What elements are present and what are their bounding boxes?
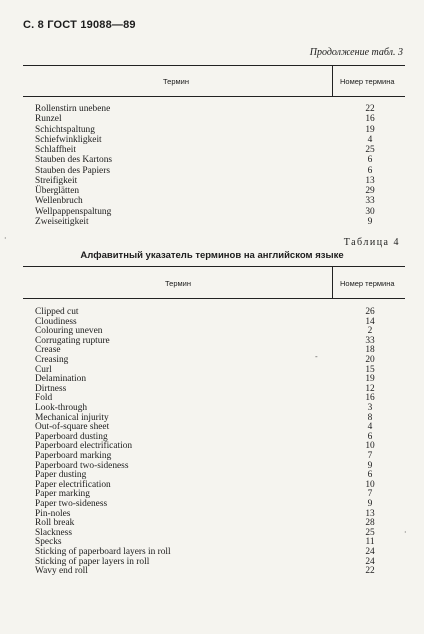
term-cell: Specks	[35, 537, 62, 548]
term-number-cell: 13	[365, 508, 375, 519]
term-number-cell: 14	[365, 316, 375, 327]
term-number-cell: 9	[367, 216, 373, 227]
table3-top-rule	[23, 65, 405, 66]
table-row	[35, 196, 390, 206]
term-cell: Stauben des Kartons	[35, 155, 113, 166]
term-cell: Wavy end roll	[35, 566, 88, 577]
term-number-cell: 7	[367, 451, 373, 461]
term-cell: Fold	[35, 393, 53, 404]
term-cell: Delamination	[35, 374, 87, 385]
term-number-cell: 16	[365, 393, 375, 404]
term-number-cell: 25	[365, 527, 375, 538]
term-number-cell: 18	[365, 345, 375, 356]
term-number-cell: 8	[367, 412, 373, 423]
term-cell: Paper marking	[35, 489, 90, 500]
table-row	[35, 155, 390, 165]
term-number-cell: 22	[365, 566, 375, 577]
table-row	[35, 114, 390, 124]
table4-top-rule	[23, 266, 405, 267]
term-cell: Streifigkeit	[35, 175, 78, 186]
table-row	[35, 186, 390, 196]
term-cell: Slackness	[35, 527, 72, 538]
term-number-cell: 15	[365, 364, 375, 375]
table4-header-rule	[23, 298, 405, 299]
table3-col-number: Номер термина	[340, 77, 395, 86]
term-number-cell: 11	[365, 537, 375, 548]
term-number-cell: 30	[365, 206, 375, 217]
term-cell: Wellenbruch	[35, 196, 83, 207]
term-cell: Zweiseitigkeit	[35, 216, 89, 227]
term-cell: Creasing	[35, 355, 69, 365]
table-row	[35, 104, 390, 114]
term-cell: Look-through	[35, 403, 88, 413]
term-cell: Crease	[35, 345, 61, 356]
term-number-cell: 28	[365, 518, 375, 529]
term-cell: Schlaffheit	[35, 145, 76, 155]
table-row	[35, 135, 390, 145]
table-row	[35, 217, 390, 227]
term-number-cell: 24	[365, 547, 375, 557]
term-number-cell: 26	[365, 307, 375, 317]
term-number-cell: 9	[367, 499, 373, 509]
term-cell: Sticking of paper layers in roll	[35, 556, 150, 567]
term-cell: Colouring uneven	[35, 326, 103, 337]
term-cell: Rollenstirn unebene	[35, 104, 111, 114]
term-cell: Überglätten	[35, 186, 80, 196]
term-cell: Paper dusting	[35, 470, 87, 481]
term-number-cell: 24	[365, 556, 375, 567]
term-number-cell: 13	[365, 175, 375, 186]
term-number-cell: 33	[365, 335, 375, 346]
scan-mark: ·	[404, 528, 407, 537]
table3-header-rule	[23, 96, 405, 97]
table4-title: Алфавитный указатель терминов на английском языке	[80, 250, 344, 261]
term-number-cell: 33	[365, 196, 375, 207]
table-row	[35, 566, 390, 576]
scan-dot: -	[315, 352, 318, 361]
term-cell: Paperboard two-sideness	[35, 460, 129, 471]
table4-number: Таблица 4	[343, 237, 400, 248]
term-number-cell: 4	[367, 422, 373, 433]
table4-col-term: Термин	[165, 279, 191, 288]
term-cell: Clipped cut	[35, 307, 79, 317]
term-cell: Curl	[35, 364, 52, 375]
table3-col-term: Термин	[163, 77, 189, 86]
term-number-cell: 10	[365, 479, 375, 490]
term-cell: Corrugating rupture	[35, 335, 110, 346]
term-number-cell: 22	[365, 104, 375, 114]
table3-column-divider	[332, 65, 333, 96]
term-cell: Schiefwinkligkeit	[35, 134, 102, 145]
term-cell: Cloudiness	[35, 316, 77, 327]
table-row	[35, 166, 390, 176]
term-number-cell: 7	[367, 489, 373, 500]
term-cell: Paperboard marking	[35, 451, 112, 461]
term-cell: Out-of-square sheet	[35, 422, 110, 433]
table4-column-divider	[332, 266, 333, 298]
term-number-cell: 25	[365, 145, 375, 155]
margin-mark: ·	[4, 234, 7, 243]
term-cell: Sticking of paperboard layers in roll	[35, 547, 171, 557]
term-number-cell: 19	[365, 124, 375, 135]
term-cell: Stauben des Papiers	[35, 165, 110, 176]
term-number-cell: 2	[367, 326, 373, 337]
table-row	[35, 176, 390, 186]
table-continuation-label: Продолжение табл. 3	[309, 47, 403, 58]
term-cell: Paperboard electrification	[35, 441, 133, 452]
table-row	[35, 207, 390, 217]
term-number-cell: 29	[365, 186, 375, 196]
table-row	[35, 145, 390, 155]
term-cell: Runzel	[35, 114, 62, 125]
term-number-cell: 20	[365, 355, 375, 365]
term-number-cell: 3	[367, 403, 373, 413]
term-number-cell: 6	[367, 155, 373, 166]
term-cell: Paperboard dusting	[35, 431, 108, 442]
term-number-cell: 4	[367, 134, 373, 145]
table4-col-number: Номер термина	[340, 279, 395, 288]
table-row	[35, 125, 390, 135]
term-cell: Dirtness	[35, 383, 67, 394]
term-number-cell: 9	[367, 460, 373, 471]
term-number-cell: 6	[367, 431, 373, 442]
term-cell: Wellpappenspaltung	[35, 206, 112, 217]
term-cell: Roll break	[35, 518, 75, 529]
term-number-cell: 6	[367, 470, 373, 481]
term-number-cell: 16	[365, 114, 375, 125]
term-cell: Mechanical injurity	[35, 412, 109, 423]
term-number-cell: 6	[367, 165, 373, 176]
term-cell: Paper electrification	[35, 479, 111, 490]
term-number-cell: 10	[365, 441, 375, 452]
term-cell: Schichtspaltung	[35, 124, 95, 135]
term-number-cell: 19	[365, 374, 375, 385]
term-cell: Pin-noles	[35, 508, 71, 519]
term-cell: Paper two-sideness	[35, 499, 108, 509]
term-number-cell: 12	[365, 383, 375, 394]
page-header: С. 8 ГОСТ 19088—89	[23, 19, 136, 31]
